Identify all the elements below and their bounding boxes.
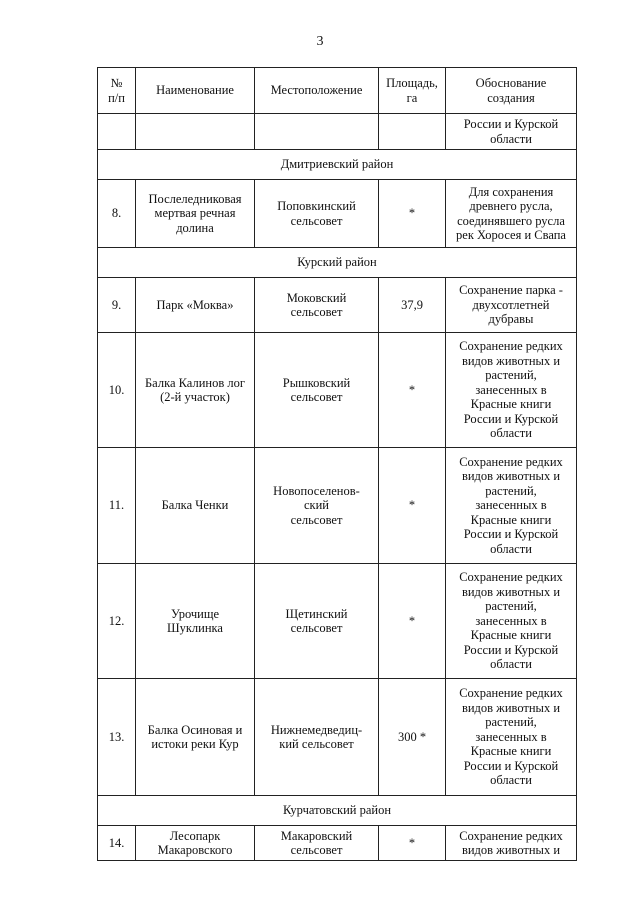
cell-name: Балка Осиновая и истоки реки Кур — [136, 679, 255, 796]
cell-area: * — [379, 448, 446, 564]
cell-area: 37,9 — [379, 278, 446, 333]
page-number: 3 — [316, 34, 324, 49]
cell-num: 8. — [98, 180, 136, 248]
cell-area: * — [379, 564, 446, 679]
cell-basis: Для сохранения древнего русла, соединявшего русла рек Хоросея и Свапа — [446, 180, 577, 248]
continuation-area-cell — [379, 114, 446, 150]
table-row — [98, 679, 577, 796]
continuation-name-cell — [136, 114, 255, 150]
cell-num: 12. — [98, 564, 136, 679]
cell-area: 300 * — [379, 679, 446, 796]
cell-area: * — [379, 180, 446, 248]
table-row — [98, 826, 577, 861]
cell-num: 11. — [98, 448, 136, 564]
cell-basis: Сохранение редких видов животных и растений, занесенных в Красные книги России и Курской области — [446, 448, 577, 564]
district-name: Курчатовский район — [98, 796, 577, 826]
cell-name: Послеледниковая мертвая речная долина — [136, 180, 255, 248]
cell-num: 9. — [98, 278, 136, 333]
continuation-row — [98, 114, 577, 150]
cell-name: Урочище Шуклинка — [136, 564, 255, 679]
cell-basis: Сохранение редких видов животных и растений, занесенных в Красные книги России и Курской области — [446, 679, 577, 796]
cell-num: 14. — [98, 826, 136, 861]
cell-basis: Сохранение редких видов животных и — [446, 826, 577, 861]
continuation-location-cell — [255, 114, 379, 150]
cell-name: Балка Калинов лог (2-й участок) — [136, 333, 255, 448]
header-name: Наименование — [136, 68, 255, 114]
table-row — [98, 333, 577, 448]
protected-areas-table — [97, 67, 577, 861]
table-row — [98, 564, 577, 679]
district-name: Дмитриевский район — [98, 150, 577, 180]
header-basis: Обоснование создания — [446, 68, 577, 114]
cell-area: * — [379, 826, 446, 861]
continuation-num-cell — [98, 114, 136, 150]
table-row — [98, 448, 577, 564]
cell-num: 13. — [98, 679, 136, 796]
cell-name: Лесопарк Макаровского — [136, 826, 255, 861]
cell-location: Щетинский сельсовет — [255, 564, 379, 679]
cell-location: Рышковский сельсовет — [255, 333, 379, 448]
cell-location: Нижнемедведиц- кий сельсовет — [255, 679, 379, 796]
district-row — [98, 150, 577, 180]
header-location: Местоположение — [255, 68, 379, 114]
table-header-row — [98, 68, 577, 114]
header-num: № п/п — [98, 68, 136, 114]
district-row — [98, 248, 577, 278]
cell-location: Моковский сельсовет — [255, 278, 379, 333]
continuation-basis-cell: России и Курской области — [446, 114, 577, 150]
cell-name: Парк «Моква» — [136, 278, 255, 333]
cell-area: * — [379, 333, 446, 448]
cell-name: Балка Ченки — [136, 448, 255, 564]
table-row — [98, 180, 577, 248]
cell-num: 10. — [98, 333, 136, 448]
cell-location: Макаровский сельсовет — [255, 826, 379, 861]
cell-basis: Сохранение парка - двухсотлетней дубравы — [446, 278, 577, 333]
table-row — [98, 278, 577, 333]
header-area: Площадь, га — [379, 68, 446, 114]
district-row — [98, 796, 577, 826]
cell-location: Поповкинский сельсовет — [255, 180, 379, 248]
cell-basis: Сохранение редких видов животных и растений, занесенных в Красные книги России и Курской области — [446, 333, 577, 448]
cell-basis: Сохранение редких видов животных и растений, занесенных в Красные книги России и Курской области — [446, 564, 577, 679]
district-name: Курский район — [98, 248, 577, 278]
cell-location: Новопоселенов- ский сельсовет — [255, 448, 379, 564]
